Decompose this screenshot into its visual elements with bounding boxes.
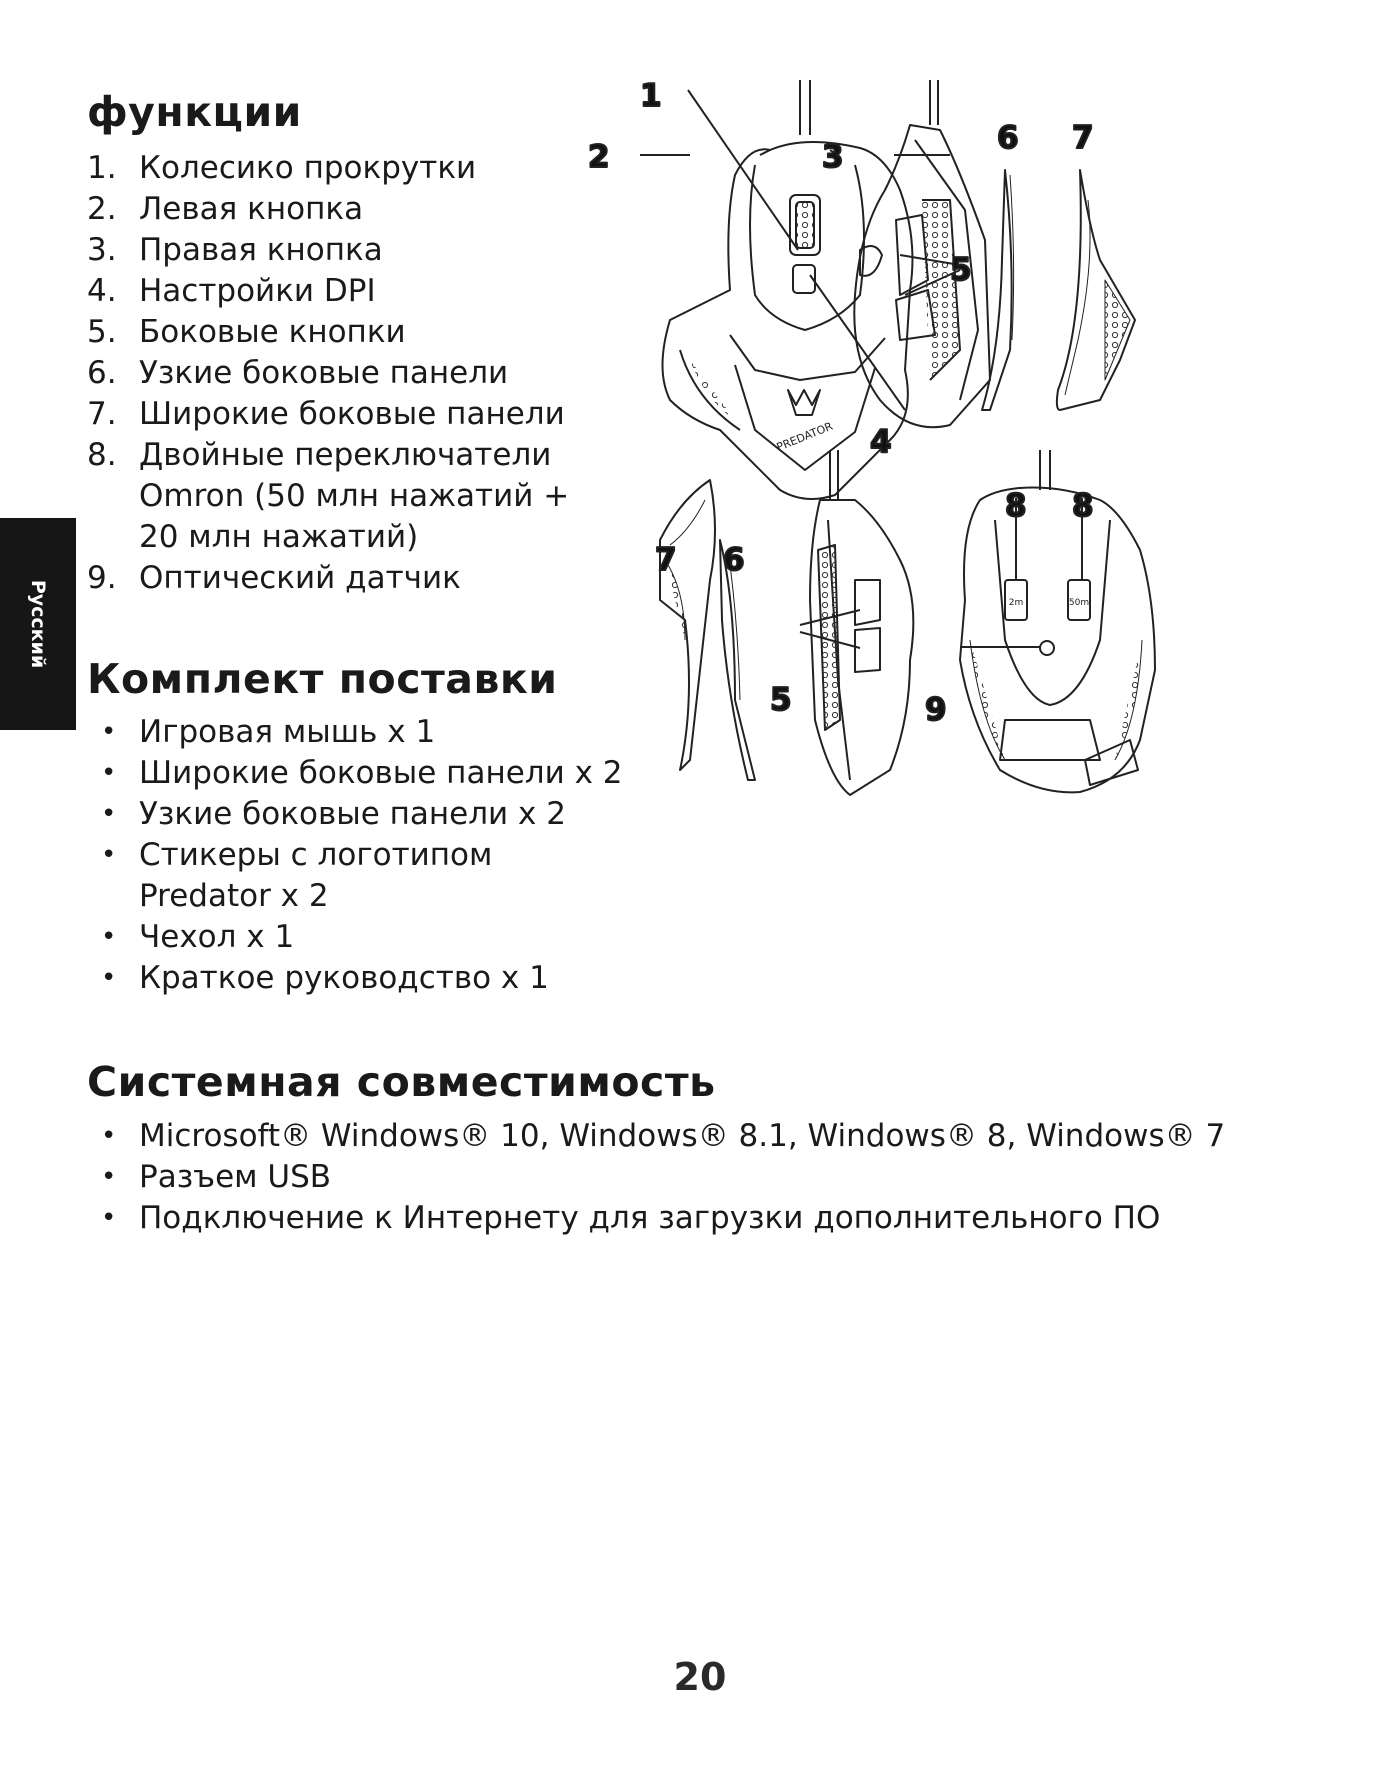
feature-item: 9. Оптический датчик [87,560,461,596]
callout-6-bottom: 6 [723,542,745,578]
callout-1: 1 [640,78,662,114]
feature-item: 2. Левая кнопка [87,191,364,227]
switch-label-right: 50m [1068,598,1090,608]
feature-item-cont: Omron (50 млн нажатий + [139,478,570,514]
switch-label-left: 2m [1008,598,1024,608]
callout-2: 2 [588,139,610,175]
feature-item: 3. Правая кнопка [87,232,383,268]
feature-item: 7. Широкие боковые панели [87,396,565,432]
package-item: • Широкие боковые панели x 2 [101,755,623,791]
leader-lines [640,90,1082,648]
compat-list [87,1116,1225,1239]
package-title: Комплект поставки [87,655,558,703]
package-item: • Стикеры с логотипом [101,837,493,873]
compat-item: • Подключение к Интернету для загрузки дополнительного ПО [101,1200,1161,1236]
compat-item: • Разъем USB [101,1159,332,1195]
feature-item: 8. Двойные переключатели [87,437,552,473]
compat-title: Системная совместимость [87,1058,716,1106]
callout-6-top: 6 [997,120,1019,156]
features-title: функции [87,88,302,136]
mouse-diagram [588,78,1310,910]
feature-item: 1. Колесико прокрутки [87,150,477,186]
package-item: • Чехол x 1 [101,919,295,955]
mouse-side-view-left [810,450,913,795]
callout-3: 3 [822,139,844,175]
page-number: 20 [673,1655,727,1699]
feature-item: 6. Узкие боковые панели [87,355,509,391]
callout-5-top: 5 [950,252,972,288]
features-list [87,148,569,599]
language-tab-label: Русский [27,579,49,669]
package-item: • Краткое руководство x 1 [101,960,549,996]
package-list [87,712,623,999]
callout-7-top: 7 [1072,120,1094,156]
feature-item: 5. Боковые кнопки [87,314,406,350]
language-tab [0,518,76,730]
feature-item-cont: 20 млн нажатий) [139,519,419,555]
callout-9: 9 [925,692,947,728]
callout-8-right: 8 [1072,488,1094,524]
side-panels-bottom [660,480,755,780]
optical-sensor [1040,641,1054,655]
side-panels-top [982,170,1135,410]
compat-item: • Microsoft® Windows® 10, Windows® 8.1, Windows® 8, Windows® 7 [101,1118,1226,1154]
callout-7-bottom: 7 [655,542,677,578]
logo-text: PREDATOR [774,419,835,454]
callout-4: 4 [870,424,892,460]
callout-5-bottom: 5 [770,682,792,718]
callout-8-left: 8 [1005,488,1027,524]
package-item: • Узкие боковые панели x 2 [101,796,566,832]
package-item-cont: Predator x 2 [139,878,329,914]
mouse-bottom-view [960,450,1155,792]
package-item: • Игровая мышь x 1 [101,714,436,750]
feature-item: 4. Настройки DPI [87,273,376,309]
